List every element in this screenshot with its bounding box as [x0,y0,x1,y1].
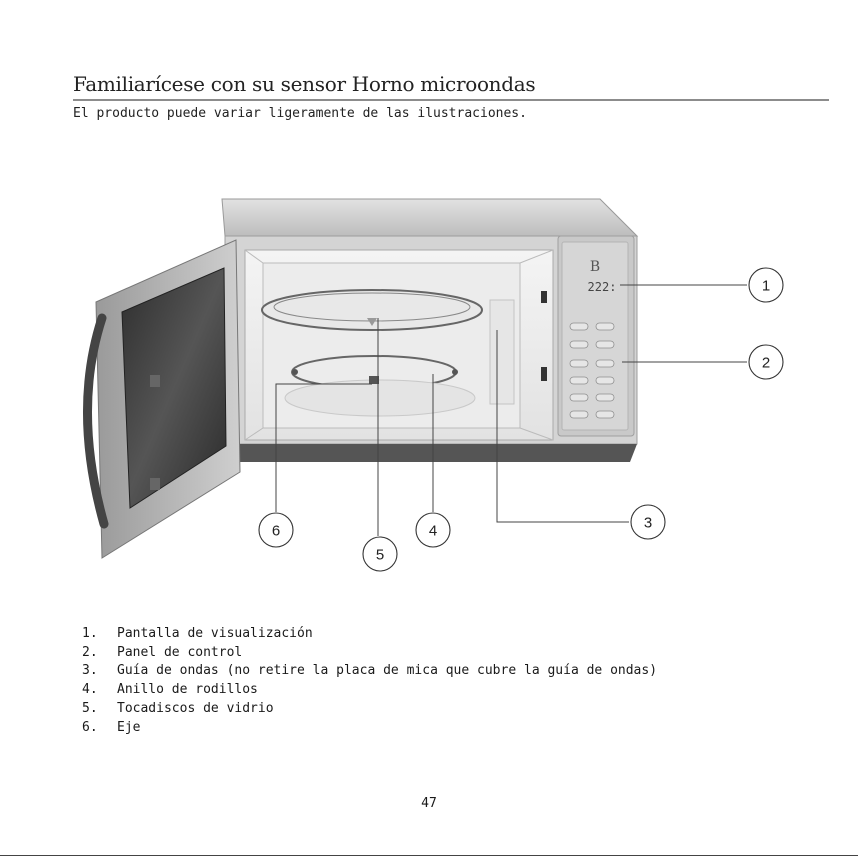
microwave-diagram [0,180,858,580]
svg-text:5: 5 [375,546,385,564]
parts-legend [82,625,657,737]
microwave-base [225,444,637,462]
legend-item: 3. Guía de ondas (no retire la placa de mica que cubre la guía de ondas) [82,663,658,679]
page-title: Familiarícese con su sensor Horno microondas [73,72,536,96]
callout-3 [631,505,665,539]
legend-item: 4. Anillo de rodillos [82,682,258,698]
svg-text:6: 6 [271,522,281,540]
display-readout: 222: [587,280,617,294]
microwave-top [222,199,637,236]
page-subtitle: El producto puede variar ligeramente de las ilustraciones. [73,106,527,121]
callout-5 [363,537,397,571]
callout-4 [416,513,450,547]
svg-text:1: 1 [761,277,771,295]
svg-text:3: 3 [643,514,653,532]
waveguide-cover [490,300,514,404]
legend-item: 5. Tocadiscos de vidrio [82,700,274,716]
page-number: 47 [421,796,437,811]
svg-text:2: 2 [761,354,771,372]
callout-1 [749,268,783,302]
callout-2 [749,345,783,379]
footer-rule [0,855,858,856]
title-rule [73,99,829,101]
legend-item: 2. Panel de control [82,644,243,660]
legend-item: 1. Pantalla de visualización [82,626,313,641]
brand-logo: B [589,259,601,275]
svg-text:4: 4 [428,522,438,540]
legend-item: 6. Eje [82,719,141,735]
callout-6 [259,513,293,547]
